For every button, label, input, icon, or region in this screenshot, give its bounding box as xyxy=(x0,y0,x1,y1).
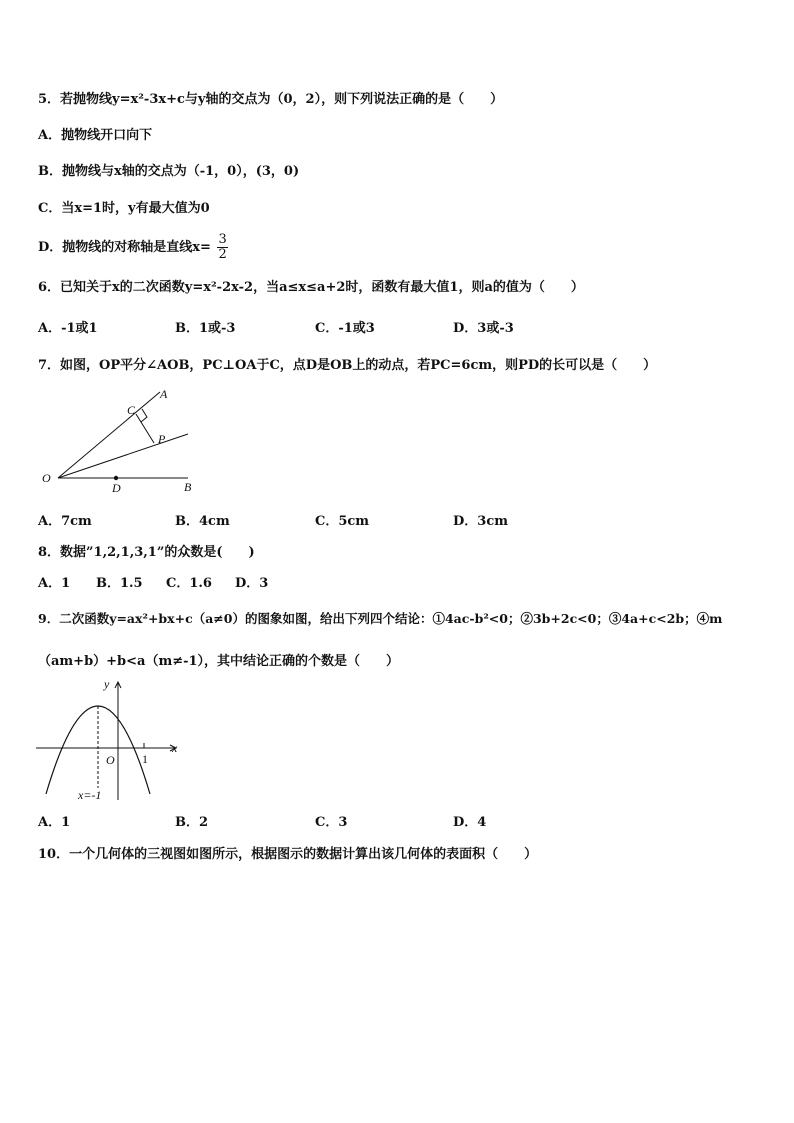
label-b: B xyxy=(184,480,192,494)
q5-option-b: B．抛物线与x轴的交点为（-1，0），(3，0) xyxy=(38,164,300,179)
fraction-numerator: 3 xyxy=(218,232,227,247)
q5-option-d-text: D．抛物线的对称轴是直线x= xyxy=(38,240,211,255)
q9-option-b: B．2 xyxy=(175,815,209,830)
q7-stem: 7．如图，OP平分∠AOB，PC⊥OA于C，点D是OB上的动点，若PC=6cm，则PD的长可以是（ ） xyxy=(38,358,657,373)
label-x: x xyxy=(172,741,178,755)
q7-option-b: B．4cm xyxy=(175,514,230,529)
q6-option-d: D．3或-3 xyxy=(453,321,514,336)
q5-option-a: A．抛物线开口向下 xyxy=(38,128,153,143)
point-d xyxy=(114,476,118,480)
label-one: 1 xyxy=(142,752,148,766)
q7-option-d: D．3cm xyxy=(453,514,508,529)
label-p: P xyxy=(158,432,166,446)
fraction-denominator: 2 xyxy=(218,247,227,262)
label-origin: O xyxy=(106,753,115,767)
q5-option-d xyxy=(38,233,228,262)
q8-option-b: B．1.5 xyxy=(96,576,143,591)
label-c: C xyxy=(127,403,136,417)
label-a: A xyxy=(160,387,168,401)
q7-option-a: A．7cm xyxy=(38,514,92,529)
ray-oa xyxy=(58,392,160,478)
q9-stem-line1: 9．二次函数y=ax²+bx+c（a≠0）的图象如图，给出下列四个结论：①4ac-b²<0；②3b+2c<0；③4a+c<2b；④m xyxy=(38,611,723,626)
fraction xyxy=(217,233,227,262)
label-symmetry: x=-1 xyxy=(78,788,102,802)
q8-option-c: C．1.6 xyxy=(166,576,212,591)
q5-option-c: C．当x=1时，y有最大值为0 xyxy=(38,201,210,216)
label-d: D xyxy=(112,481,121,495)
q8-stem: 8．数据”1,2,1,3,1”的众数是( ) xyxy=(38,545,255,560)
q7-option-c: C．5cm xyxy=(315,514,370,529)
q6-option-b: B．1或-3 xyxy=(175,321,236,336)
q6-stem: 6．已知关于x的二次函数y=x²-2x-2，当a≤x≤a+2时，函数有最大值1，则a的值为（ ） xyxy=(38,280,584,295)
q9-option-d: D．4 xyxy=(453,815,487,830)
label-o: O xyxy=(42,471,51,485)
q9-parabola-figure xyxy=(36,676,186,804)
parabola-curve xyxy=(46,706,150,794)
q9-option-a: A．1 xyxy=(38,815,71,830)
right-angle-mark xyxy=(141,409,147,422)
q7-angle-figure xyxy=(38,386,208,496)
q8-option-a: A．1 xyxy=(38,576,71,591)
label-y: y xyxy=(104,677,110,691)
q9-stem-line2: （am+b）+b<a（m≠-1），其中结论正确的个数是（ ） xyxy=(38,654,400,669)
q5-stem: 5．若抛物线y=x²-3x+c与y轴的交点为（0，2），则下列说法正确的是（ ） xyxy=(38,92,504,107)
q10-stem: 10．一个几何体的三视图如图所示，根据图示的数据计算出该几何体的表面积（ ） xyxy=(38,847,538,862)
q6-option-c: C．-1或3 xyxy=(315,321,375,336)
q9-option-c: C．3 xyxy=(315,815,348,830)
ray-op xyxy=(58,434,188,478)
q6-option-a: A．-1或1 xyxy=(38,321,98,336)
q8-option-d: D．3 xyxy=(235,576,269,591)
